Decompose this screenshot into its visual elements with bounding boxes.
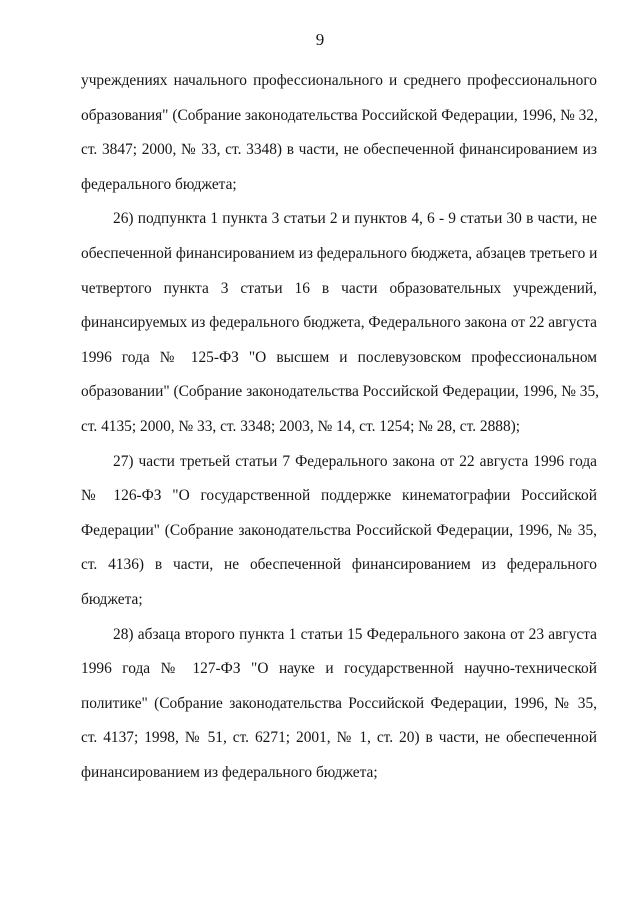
text-line: 27) части третьей статьи 7 Федерального закона от 22 августа 1996 года [113,452,597,470]
page-number: 9 [315,30,325,49]
text-line: образовании" (Собрание законодательства Российской Федерации, 1996, № 35, [81,383,599,401]
text-line: федерального бюджета; [81,175,237,193]
text-line: финансируемых из федерального бюджета, Федерального закона от 22 августа [81,314,597,332]
text-line: ст. 3847; 2000, № 33, ст. 3348) в части, не обеспеченной финансированием из [81,141,597,159]
text-line: образования" (Собрание законодательства Российской Федерации, 1996, № 32, [81,106,598,124]
text-line: 28) абзаца второго пункта 1 статьи 15 Федерального закона от 23 августа [113,625,597,643]
text-line: ст. 4135; 2000, № 33, ст. 3348; 2003, № 14, ст. 1254; № 28, ст. 2888); [81,417,521,435]
text-line: Федерации" (Собрание законодательства Российской Федерации, 1996, № 35, [81,521,597,539]
paragraph-25-continuation [81,64,597,202]
text-line: учреждениях начального профессионального и среднего профессионального [81,72,597,89]
paragraph-26 [81,202,597,444]
paragraph-28 [81,618,597,791]
text-line: ст. 4137; 1998, № 51, ст. 6271; 2001, № 1, ст. 20) в части, не обеспеченной [81,729,597,747]
text-line: ст. 4136) в части, не обеспеченной финансированием из федерального [81,556,597,574]
text-line: политике" (Собрание законодательства Российской Федерации, 1996, № 35, [81,694,597,712]
text-line: четвертого пункта 3 статьи 16 в части образовательных учреждений, [81,279,597,297]
text-line: 1996 года № 127-ФЗ "О науке и государственной научно-технической [81,660,597,678]
text-line: обеспеченной финансированием из федерального бюджета, абзацев третьего и [81,244,598,262]
document-body [81,64,597,790]
text-line: 26) подпункта 1 пункта 3 статьи 2 и пунктов 4, 6 - 9 статьи 30 в части, не [113,210,597,228]
paragraph-27 [81,445,597,618]
text-line: 1996 года № 125-ФЗ "О высшем и послевузовском профессиональном [81,348,597,366]
text-line: бюджета; [81,590,143,608]
text-line: № 126-ФЗ "О государственной поддержке кинематографии Российской [81,487,597,505]
text-line: финансированием из федерального бюджета; [81,763,378,781]
